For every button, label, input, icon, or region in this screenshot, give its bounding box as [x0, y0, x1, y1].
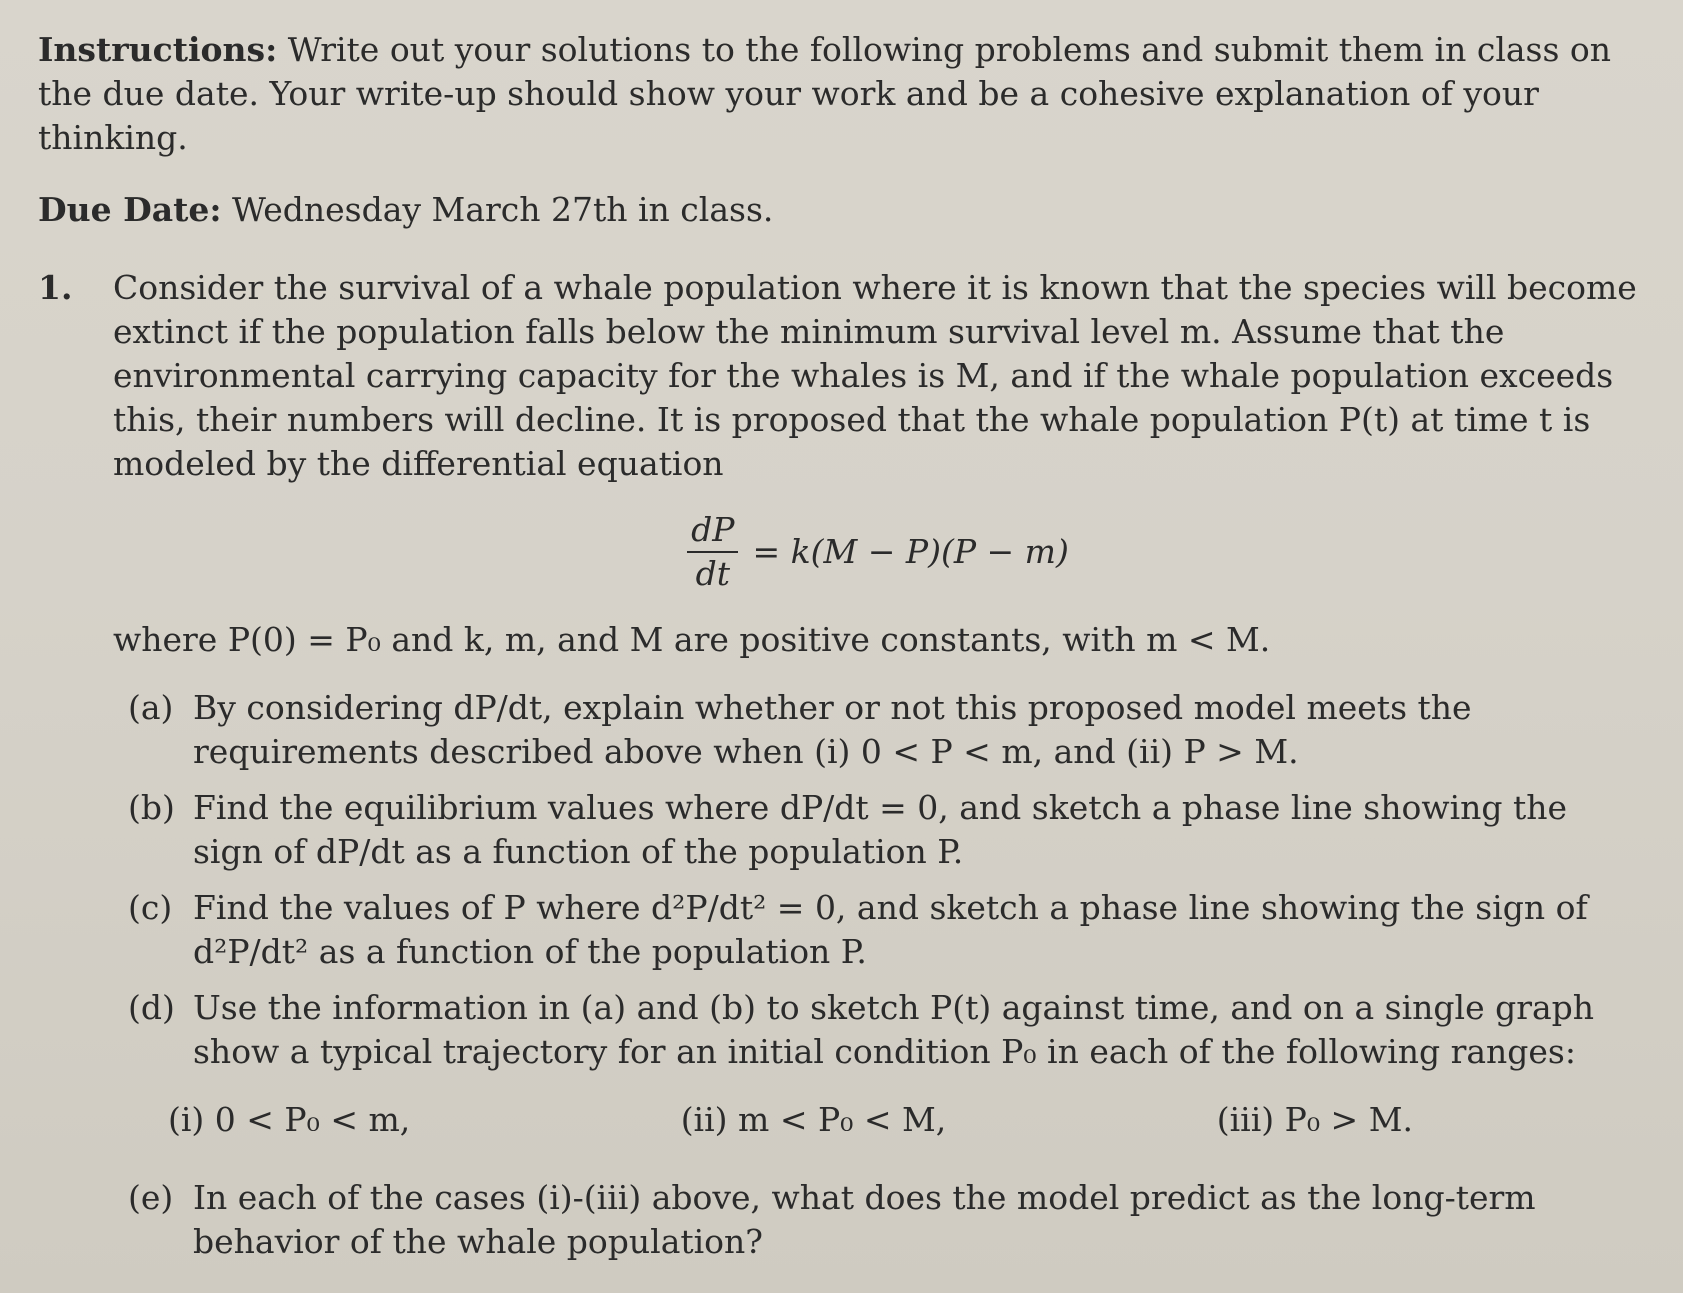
part-text: By considering dP/dt, explain whether or not this proposed model meets the requirements described above when (i) 0 < P < m, and (ii) P > M. — [193, 688, 1472, 771]
part-text: In each of the cases (i)-(iii) above, what does the model predict as the long-term behavior of the whale population? — [193, 1178, 1536, 1261]
problem-statement: Consider the survival of a whale population where it is known that the species will become extinct if the population falls below the minimum survival level m. Assume that the environmental carrying capacity for the whales is M, and if the whale population exceeds this, their numbers will decline. It is proposed that the whale population P(t) at time t is modeled by the differential equation — [113, 268, 1637, 483]
initial-condition-cases — [168, 1098, 1413, 1142]
problem-parts — [113, 686, 1643, 1264]
part-label: (b) — [128, 788, 175, 827]
case-iii: (iii) P₀ > M. — [1216, 1100, 1413, 1139]
part-label: (e) — [128, 1178, 174, 1217]
where-clause: where P(0) = P₀ and k, m, and M are positive constants, with m < M. — [113, 620, 1271, 659]
part-label: (c) — [128, 888, 173, 927]
equation-fraction — [687, 509, 738, 595]
case-ii: (ii) m < P₀ < M, — [680, 1100, 947, 1139]
differential-equation — [113, 504, 1643, 600]
part-text: Find the values of P where d²P/dt² = 0, and sketch a phase line showing the sign of d²P/dt² as a function of the population P. — [193, 888, 1588, 971]
part-a — [128, 686, 1643, 774]
problem-number: 1. — [38, 268, 73, 307]
part-e — [128, 1176, 1643, 1264]
case-i: (i) 0 < P₀ < m, — [168, 1100, 411, 1139]
part-label: (a) — [128, 688, 174, 727]
instructions-text: Write out your solutions to the following problems and submit them in class on the due date. Your write-up should show your work and be a cohesive explanation of your thinking. — [38, 30, 1612, 157]
instructions-label: Instructions: — [38, 30, 278, 69]
part-b — [128, 786, 1643, 874]
part-c — [128, 886, 1643, 974]
assignment-page — [38, 28, 1643, 1276]
equation-numerator: dP — [687, 509, 738, 553]
instructions-paragraph — [38, 28, 1643, 160]
part-d — [128, 986, 1643, 1074]
due-date-paragraph — [38, 188, 1643, 232]
due-date-text: Wednesday March 27th in class. — [221, 190, 774, 229]
due-date-label: Due Date: — [38, 190, 222, 229]
problem-1 — [38, 266, 1643, 1264]
equation-denominator: dt — [695, 554, 730, 593]
part-text: Use the information in (a) and (b) to sketch P(t) against time, and on a single graph show a typical trajectory for an initial condition P₀ in each of the following ranges: — [193, 988, 1595, 1071]
part-text: Find the equilibrium values where dP/dt = 0, and sketch a phase line showing the sign of dP/dt as a function of the population P. — [193, 788, 1568, 871]
equation-rhs: = k(M − P)(P − m) — [752, 532, 1069, 571]
part-label: (d) — [128, 988, 175, 1027]
